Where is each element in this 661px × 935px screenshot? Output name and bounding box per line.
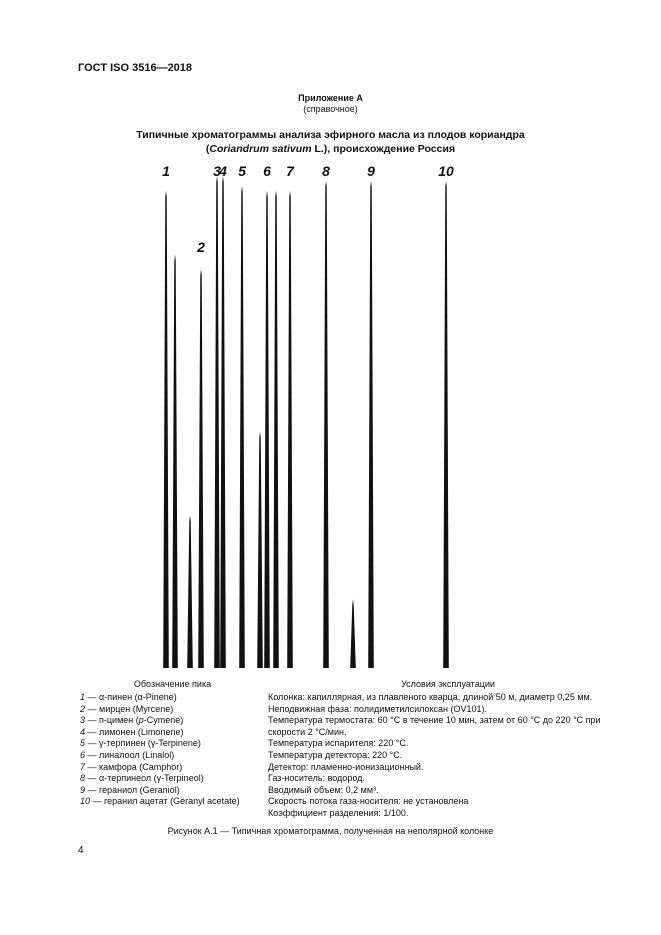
peak-10 <box>443 181 449 668</box>
peak-labels-layer <box>162 163 454 255</box>
peak-label-9: 9 <box>367 163 375 179</box>
condition-item: Колонка: капиллярная, из плавленого кварца, длиной 50 м, диаметр 0,25 мм. <box>268 692 593 702</box>
operating-conditions <box>268 692 628 820</box>
condition-item: Неподвижная фаза: полидиметилсилоксан (OV101). <box>268 703 488 714</box>
peak-label-6: 6 <box>263 163 271 179</box>
condition-item: Температура детектора: 220 °C. <box>268 749 403 760</box>
appendix-subtitle: (справочное) <box>303 104 358 114</box>
peak-legend <box>80 692 265 808</box>
peak-label-3: 3 <box>213 163 221 179</box>
peak-minor-9 <box>273 191 279 668</box>
figure-caption: Рисунок А.1 — Типичная хроматограмма, полученная на неполярной колонке <box>167 826 494 836</box>
condition-item: Газ-носитель: водород. <box>268 773 365 784</box>
peak-label-2: 2 <box>197 239 205 255</box>
peak-5 <box>239 186 245 668</box>
peak-label-8: 8 <box>322 163 330 179</box>
legend-item: 5 — γ-терпинен (γ-Terpinene) <box>80 738 201 749</box>
peak-label-7: 7 <box>286 163 294 179</box>
legend-item: 2 — мирцен (Myrcene) <box>80 703 174 714</box>
title-paren-open: ( <box>205 143 210 155</box>
condition-item: Детектор: пламенно-ионизационный. <box>268 761 424 772</box>
species-name: Coriandrum sativum <box>209 143 312 155</box>
peak-8 <box>323 181 329 668</box>
conditions-title: Условия эксплуатации <box>401 679 495 689</box>
peaks-layer <box>163 176 449 668</box>
legend-item: 8 — α-терпинеол (γ-Terpineol) <box>80 773 204 784</box>
condition-item: Скорость потока газа-носителя: не установлена <box>268 796 469 807</box>
figure-title-line1: Типичные хроматограммы анализа эфирного масла из плодов кориандра <box>136 129 525 141</box>
peak-label-1: 1 <box>162 163 170 179</box>
peak-7 <box>287 191 293 668</box>
title-origin: L.), происхождение Россия <box>311 143 456 155</box>
peak-1 <box>163 191 169 668</box>
legend-item: 3 — п-цимен (p-Cymene) <box>80 715 184 726</box>
appendix-title: Приложение А <box>298 93 363 103</box>
peak-2 <box>198 269 204 668</box>
peak-minor-2 <box>187 515 193 668</box>
peak-4 <box>220 176 226 668</box>
peak-minor-1 <box>172 255 178 668</box>
legend-item: 4 — лимонен (Limonene) <box>80 726 184 737</box>
peak-label-10: 10 <box>438 163 454 179</box>
condition-item: Коэффициент разделения: 1/100. <box>268 807 409 818</box>
legend-item: 9 — гераниол (Geraniol) <box>80 784 180 795</box>
peak-minor-7 <box>257 432 263 668</box>
condition-item: Температура испарителя: 220 °C. <box>268 738 409 749</box>
figure-title-line2 <box>0 143 661 155</box>
peak-label-4: 4 <box>219 163 227 179</box>
peak-9 <box>368 181 374 668</box>
peak-label-5: 5 <box>238 163 246 179</box>
standard-number: ГОСТ ISO 3516—2018 <box>78 62 193 74</box>
peak-6 <box>264 191 270 668</box>
peak-3 <box>214 176 220 668</box>
condition-item: Температура термостата: 60 °C в течение 10 мин, затем от 60 °C до 220 °C при скорости 2 °C/мин. <box>268 715 601 737</box>
chromatogram <box>140 160 480 675</box>
condition-item: Вводимый объем: 0,2 мм³. <box>268 784 379 795</box>
page-number: 4 <box>78 845 84 856</box>
peak-minor-12 <box>350 599 356 668</box>
legend-item: 6 — линалоол (Linalol) <box>80 749 175 760</box>
legend-item: 1 — α-пинен (α-Pinene) <box>80 692 177 702</box>
legend-title: Обозначение пика <box>133 679 212 689</box>
legend-item: 7 — камфора (Camphor) <box>80 761 183 772</box>
legend-item: 10 — геранил ацетат (Geranyl acetate) <box>80 796 240 807</box>
